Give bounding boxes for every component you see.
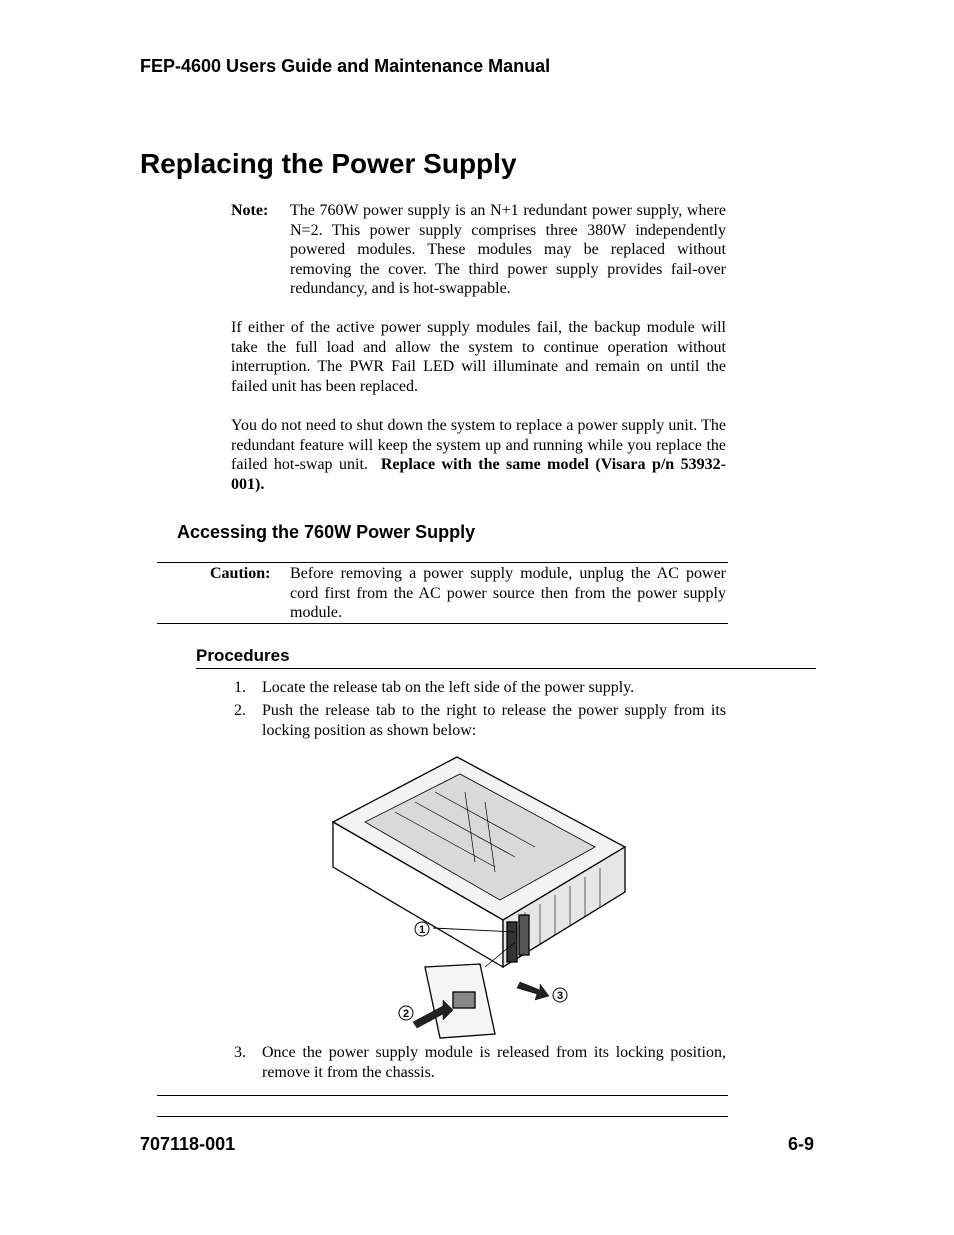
figure-callout-2: 2 [402, 1008, 410, 1020]
step-2-text: Push the release tab to the right to release the power supply from its locking position as shown below: [262, 702, 726, 739]
step-1-text: Locate the release tab on the left side of the power supply. [262, 679, 635, 696]
procedures-rule [196, 668, 816, 669]
paragraph-backup-module: If either of the active power supply modules fail, the backup module will take the full load and allow the system to continue operation without interruption. The PWR Fail LED will illuminate and remain on until the failed unit has been replaced. [231, 319, 726, 395]
caution-top-rule [157, 562, 728, 563]
paragraph-hot-swap [231, 416, 726, 494]
caution-text: Before removing a power supply module, unplug the AC power cord first from the AC power source then from the power supply module. [290, 565, 726, 622]
step-2-number: 2. [234, 702, 246, 719]
footer-page-number: 6-9 [787, 1134, 814, 1154]
power-supply-release-figure [325, 752, 630, 1042]
note-text: The 760W power supply is an N+1 redundant power supply, where N=2. This power supply comprises three 380W independently powered modules. These modules may be replaced without removing the cover. The third power supply provides fail-over redundancy, and is hot-swappable. [290, 202, 726, 298]
caution-label: Caution: [210, 565, 271, 582]
page-title: Replacing the Power Supply [140, 148, 517, 179]
step-3-number: 3. [234, 1044, 246, 1061]
footer-rule [157, 1116, 728, 1117]
procedures-heading: Procedures [196, 646, 290, 665]
figure-callout-3: 3 [556, 990, 564, 1002]
procedure-end-rule [157, 1095, 728, 1096]
caution-bottom-rule [157, 623, 728, 624]
replacement-part-number: Replace with the same model (Visara p/n 53932-001). [231, 456, 727, 493]
running-header: FEP-4600 Users Guide and Maintenance Manual [140, 56, 551, 76]
step-1-number: 1. [234, 679, 246, 696]
note-label: Note: [231, 202, 269, 219]
step-3-text: Once the power supply module is released from its locking position, remove it from the chassis. [262, 1044, 726, 1081]
figure-callout-1: 1 [418, 924, 426, 936]
footer-doc-number: 707118-001 [140, 1134, 236, 1154]
paragraph-hot-swap-text: You do not need to shut down the system to replace a power supply unit. The redundant feature will keep the system up and running while you replace the failed hot-swap unit. [231, 417, 726, 474]
section-heading-accessing: Accessing the 760W Power Supply [177, 522, 476, 542]
